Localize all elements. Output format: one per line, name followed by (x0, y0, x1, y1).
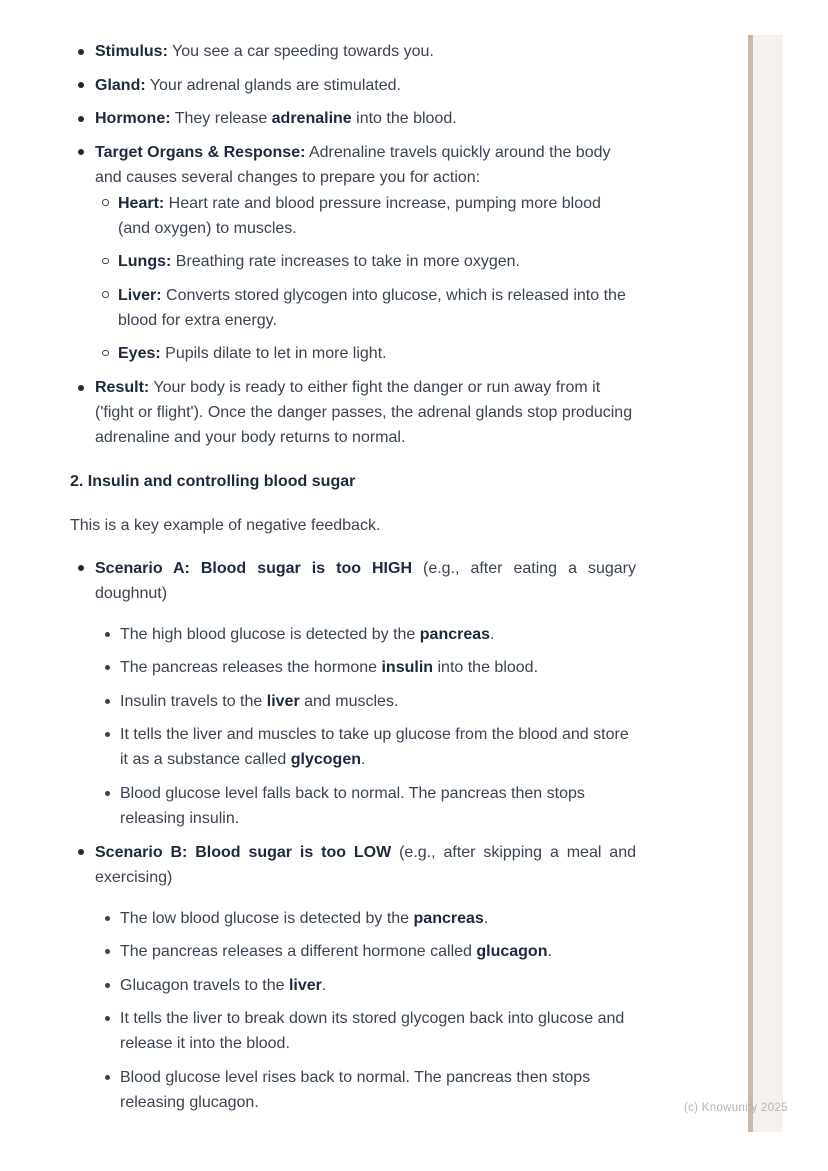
list-item-text: The pancreas releases a different hormone called glucagon. (120, 943, 552, 960)
list-item-text: Glucagon travels to the liver. (120, 976, 327, 994)
list-item-text: Target Organs & Response: Adrenaline travels quickly around the body and causes several changes to prepare you for action: (95, 143, 611, 186)
list-item-text: Blood glucose level rises back to normal. The pancreas then stops releasing glucagon. (120, 1068, 591, 1111)
list-item-eyes (95, 341, 636, 366)
list-item-text: Hormone: They release adrenaline into the blood. (95, 110, 457, 127)
list-item (95, 1065, 636, 1115)
list-item-text: Scenario B: Blood sugar is too LOW (e.g., after skipping a meal and exercising) (95, 843, 636, 886)
list-item-liver (95, 283, 636, 333)
list-item-hormone (70, 106, 636, 131)
list-item (95, 722, 636, 772)
list-item (95, 655, 636, 680)
watermark-text: (c) Knowunity 2025 (684, 1102, 788, 1114)
list-item-text: Scenario A: Blood sugar is too HIGH (e.g., after eating a sugary doughnut) (95, 559, 637, 602)
list-item-text: Lungs: Breathing rate increases to take in more oxygen. (118, 253, 520, 270)
list-item-heart (95, 191, 636, 241)
list-item-text: Liver: Converts stored glycogen into glucose, which is released into the blood for extra energy. (118, 286, 626, 329)
list-item-text: Heart: Heart rate and blood pressure increase, pumping more blood (and oxygen) to muscles. (118, 194, 601, 237)
list-item-text: It tells the liver and muscles to take up glucose from the blood and store it as a substance called glycogen. (120, 726, 629, 768)
section-heading: 2. Insulin and controlling blood sugar (70, 472, 356, 490)
scenario-a-steps (95, 622, 636, 831)
list-item-gland (70, 73, 636, 98)
list-item-text: The pancreas releases the hormone insulin into the blood. (120, 659, 539, 676)
list-item-text: Gland: Your adrenal glands are stimulated. (95, 76, 401, 94)
organ-response-sublist (95, 191, 636, 367)
page-edge-stripe (748, 35, 783, 1132)
scenario-b-steps (95, 906, 636, 1115)
list-item (95, 781, 636, 831)
list-item (95, 689, 636, 714)
list-item (95, 622, 636, 647)
list-item-text: Insulin travels to the liver and muscles. (120, 692, 399, 710)
document-content (70, 39, 636, 1124)
list-item-scenario-b (70, 840, 636, 1115)
list-item-text: The low blood glucose is detected by the pancreas. (120, 909, 489, 927)
scenario-list (70, 556, 636, 1115)
list-item (95, 973, 636, 998)
list-item-result (70, 375, 636, 450)
list-item (95, 939, 636, 964)
list-item-scenario-a (70, 556, 636, 831)
list-item-text: Blood glucose level falls back to normal. The pancreas then stops releasing insulin. (120, 784, 585, 827)
list-item (95, 906, 636, 931)
adrenaline-example-list (70, 39, 636, 450)
list-item-text: It tells the liver to break down its stored glycogen back into glucose and release it into the blood. (120, 1010, 625, 1052)
list-item-text: The high blood glucose is detected by the pancreas. (120, 625, 495, 643)
list-item-text: Result: Your body is ready to either fight the danger or run away from it ('fight or flight'). Once the danger passes, the adrenal glands stop producing adrenaline and your body returns to normal. (95, 379, 633, 446)
list-item-target-organs (70, 140, 636, 367)
list-item-text: Eyes: Pupils dilate to let in more light. (118, 345, 387, 362)
list-item-lungs (95, 249, 636, 274)
list-item-stimulus (70, 39, 636, 64)
list-item-text: Stimulus: You see a car speeding towards you. (95, 43, 434, 60)
list-item (95, 1006, 636, 1056)
intro-paragraph: This is a key example of negative feedback. (70, 516, 381, 534)
